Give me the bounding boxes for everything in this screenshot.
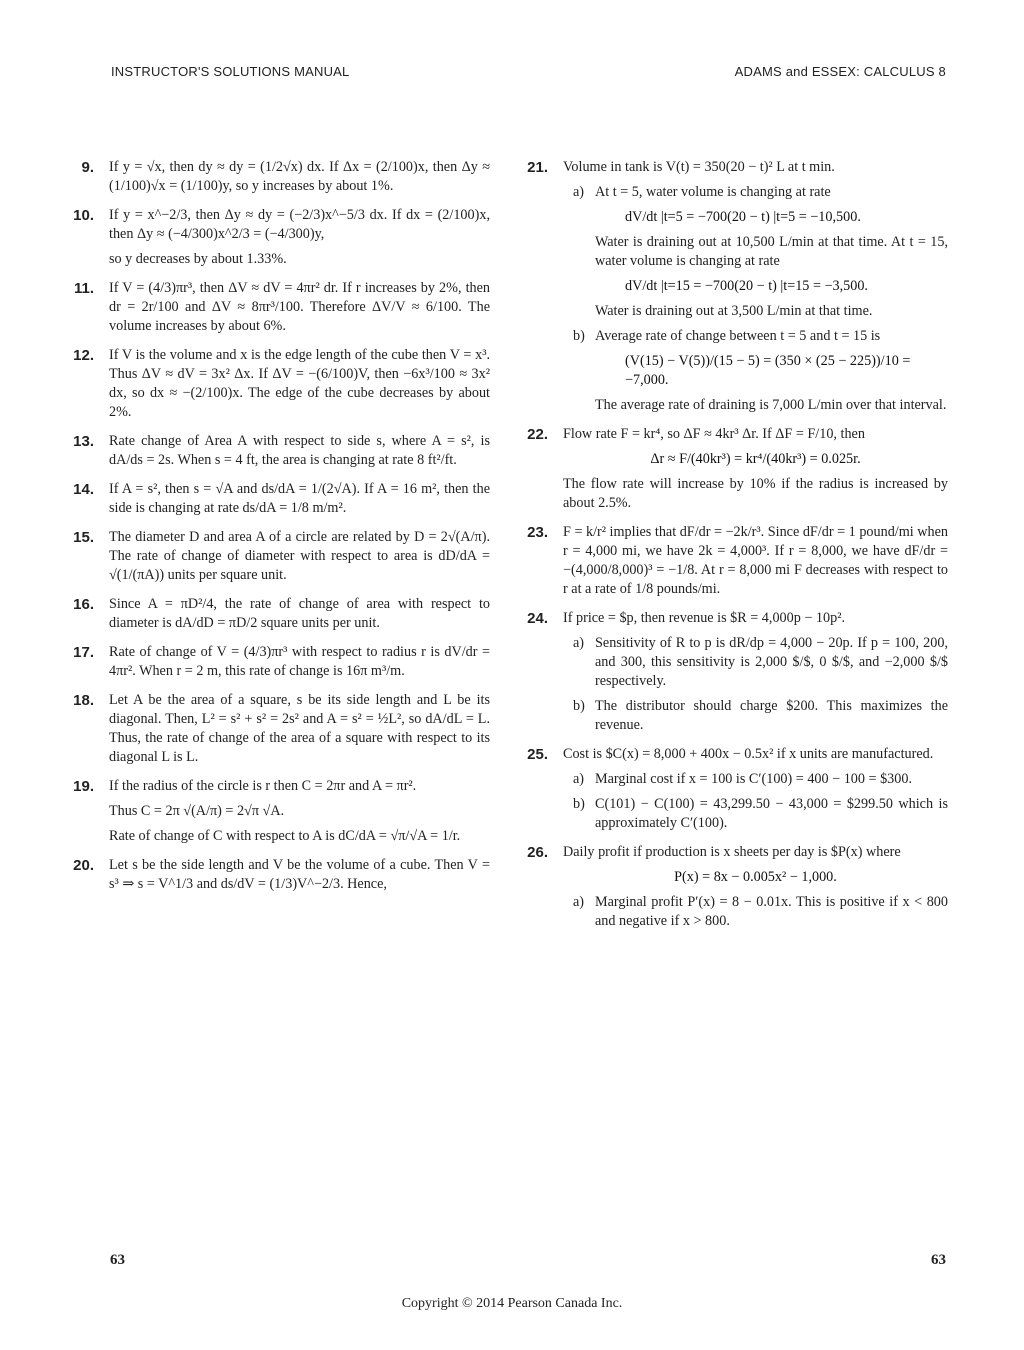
problem-20 <box>66 856 490 894</box>
problem-text: so y decreases by about 1.33%. <box>109 251 287 267</box>
problem-text: If V = (4/3)πr³, then ΔV ≈ dV = 4πr² dr. If r increases by 2%, then dr = 2r/100 and ΔV ≈ 8πr³/100. Therefore ΔV/V ≈ 6/100. The volume increases by about 6%. <box>109 280 490 334</box>
subpart-label: b) <box>573 328 585 344</box>
copyright-notice: Copyright © 2014 Pearson Canada Inc. <box>401 1296 623 1311</box>
problem-text: Since A = πD²/4, the rate of change of area with respect to diameter is dA/dD = πD/2 square units per unit. <box>109 596 490 631</box>
problem-text: Cost is $C(x) = 8,000 + 400x − 0.5x² if x units are manufactured. <box>563 746 934 762</box>
problem-number: 17. <box>73 644 94 661</box>
subpart-a <box>563 183 948 321</box>
subpart-label: a) <box>573 635 585 651</box>
subpart-text: Water is draining out at 10,500 L/min at that time. At t = 15, water volume is changing at rate <box>595 234 948 269</box>
problem-text: If y = x^−2/3, then Δy ≈ dy = (−2/3)x^−5/3 dx. If dx = (2/100)x, then Δy ≈ (−4/300)x^2/3 = (−4/300)y, <box>109 207 490 242</box>
problem-number: 22. <box>527 426 548 443</box>
subpart-label: b) <box>573 698 585 714</box>
page-number-right: 63 <box>931 1252 946 1268</box>
subpart-a <box>563 770 948 789</box>
subpart-text: The average rate of draining is 7,000 L/min over that interval. <box>595 397 947 413</box>
subpart-b <box>563 327 948 415</box>
subpart-text: Marginal cost if x = 100 is C′(100) = 400 − 100 = $300. <box>595 771 913 787</box>
subpart-b <box>563 795 948 833</box>
equation: dV/dt |t=5 = −700(20 − t) |t=5 = −10,500. <box>625 209 861 225</box>
problem-number: 13. <box>73 433 94 450</box>
problem-text: Rate of change of V = (4/3)πr³ with respect to radius r is dV/dr = 4πr². When r = 2 m, this rate of change is 16π m³/m. <box>109 644 490 679</box>
problem-15 <box>66 528 490 585</box>
problem-text: Daily profit if production is x sheets per day is $P(x) where <box>563 844 901 860</box>
subpart-label: a) <box>573 771 585 787</box>
problem-text: Rate of change of C with respect to A is dC/dA = √π/√A = 1/r. <box>109 828 461 844</box>
equation: P(x) = 8x − 0.005x² − 1,000. <box>674 869 837 885</box>
subpart-text: Sensitivity of R to p is dR/dp = 4,000 − 20p. If p = 100, 200, and 300, this sensitivity is 2,000 $/$, 0 $/$, and −2,000 $/$ respectively. <box>595 635 948 689</box>
problem-24 <box>520 609 948 735</box>
left-column <box>66 158 490 904</box>
problem-text: The diameter D and area A of a circle are related by D = 2√(A/π). The rate of change of diameter with respect to area is dD/dA = √(1/(πA)) units per square unit. <box>109 529 490 583</box>
problem-13 <box>66 432 490 470</box>
right-column <box>520 158 948 941</box>
problem-9 <box>66 158 490 196</box>
equation: dV/dt |t=15 = −700(20 − t) |t=15 = −3,500. <box>625 278 868 294</box>
problem-text: F = k/r² implies that dF/dr = −2k/r³. Since dF/dr = 1 pound/mi when r = 4,000 mi, we have 2k = 4,000³. If r = 8,000, we have dF/dr = −(4,000/8,000)³ = −1/8. At r = 8,000 mi F decreases with respect to r at a rate of 1/8 pounds/mi. <box>563 524 948 597</box>
subpart-label: a) <box>573 894 585 910</box>
problem-number: 9. <box>81 159 94 176</box>
subpart-text: At t = 5, water volume is changing at rate <box>595 184 831 200</box>
equation: (V(15) − V(5))/(15 − 5) = (350 × (25 − 225))/10 = −7,000. <box>625 353 911 388</box>
problem-number: 21. <box>527 159 548 176</box>
problem-number: 14. <box>73 481 94 498</box>
problem-number: 26. <box>527 844 548 861</box>
problem-text: Flow rate F = kr⁴, so ΔF ≈ 4kr³ Δr. If ΔF = F/10, then <box>563 426 865 442</box>
problem-21 <box>520 158 948 415</box>
running-header-left: INSTRUCTOR'S SOLUTIONS MANUAL <box>111 64 350 79</box>
running-header-right: ADAMS and ESSEX: CALCULUS 8 <box>734 64 946 79</box>
problem-text: If A = s², then s = √A and ds/dA = 1/(2√A). If A = 16 m², then the side is changing at rate ds/dA = 1/8 m/m². <box>109 481 490 516</box>
page-number-left: 63 <box>110 1252 125 1268</box>
problem-text: Let A be the area of a square, s be its side length and L be its diagonal. Then, L² = s² + s² = 2s² and A = s² = ½L², so dA/dL = L. Thus, the rate of change of the area of a square with respect to its diagonal L is L. <box>109 692 490 765</box>
problem-23 <box>520 523 948 599</box>
problem-number: 19. <box>73 778 94 795</box>
problem-18 <box>66 691 490 767</box>
problem-number: 12. <box>73 347 94 364</box>
problem-text: If the radius of the circle is r then C = 2πr and A = πr². <box>109 778 417 794</box>
problem-number: 25. <box>527 746 548 763</box>
subpart-text: Average rate of change between t = 5 and t = 15 is <box>595 328 881 344</box>
problem-22 <box>520 425 948 513</box>
subpart-text: Water is draining out at 3,500 L/min at that time. <box>595 303 873 319</box>
problem-text: Rate change of Area A with respect to side s, where A = s², is dA/ds = 2s. When s = 4 ft, the area is changing at rate 8 ft²/ft. <box>109 433 490 468</box>
problem-19 <box>66 777 490 846</box>
problem-number: 23. <box>527 524 548 541</box>
problem-text: Volume in tank is V(t) = 350(20 − t)² L at t min. <box>563 159 835 175</box>
problem-11 <box>66 279 490 336</box>
problem-number: 20. <box>73 857 94 874</box>
subpart-label: a) <box>573 184 585 200</box>
subpart-a <box>563 893 948 931</box>
problem-text: Let s be the side length and V be the volume of a cube. Then V = s³ ⇒ s = V^1/3 and ds/dV = (1/3)V^−2/3. Hence, <box>109 857 490 892</box>
problem-text: If V is the volume and x is the edge length of the cube then V = x³. Thus ΔV ≈ dV = 3x² Δx. If ΔV = −(6/100)V, then −6x³/100 ≈ 3x² dx, so dx ≈ −(2/100)x. The edge of the cube decreases by about 2%. <box>109 347 490 420</box>
subpart-a <box>563 634 948 691</box>
subpart-b <box>563 697 948 735</box>
problem-16 <box>66 595 490 633</box>
problem-number: 15. <box>73 529 94 546</box>
equation: Δr ≈ F/(40kr³) = kr⁴/(40kr³) = 0.025r. <box>650 451 861 467</box>
problem-26 <box>520 843 948 931</box>
problem-number: 11. <box>73 280 94 297</box>
problem-text: The flow rate will increase by 10% if the radius is increased by about 2.5%. <box>563 476 948 511</box>
problem-number: 18. <box>73 692 94 709</box>
problem-12 <box>66 346 490 422</box>
subpart-text: The distributor should charge $200. This maximizes the revenue. <box>595 698 948 733</box>
problem-number: 10. <box>73 207 94 224</box>
problem-number: 16. <box>73 596 94 613</box>
subpart-text: C(101) − C(100) = 43,299.50 − 43,000 = $299.50 which is approximately C′(100). <box>595 796 948 831</box>
problem-text: Thus C = 2π √(A/π) = 2√π √A. <box>109 803 285 819</box>
problem-17 <box>66 643 490 681</box>
problem-14 <box>66 480 490 518</box>
problem-text: If price = $p, then revenue is $R = 4,000p − 10p². <box>563 610 845 626</box>
problem-10 <box>66 206 490 269</box>
problem-number: 24. <box>527 610 548 627</box>
problem-text: If y = √x, then dy ≈ dy = (1/2√x) dx. If Δx = (2/100)x, then Δy ≈ (1/100)√x = (1/100)y, so y increases by about 1%. <box>109 159 490 194</box>
subpart-text: Marginal profit P′(x) = 8 − 0.01x. This is positive if x < 800 and negative if x > 800. <box>595 894 948 929</box>
problem-25 <box>520 745 948 833</box>
subpart-label: b) <box>573 796 585 812</box>
